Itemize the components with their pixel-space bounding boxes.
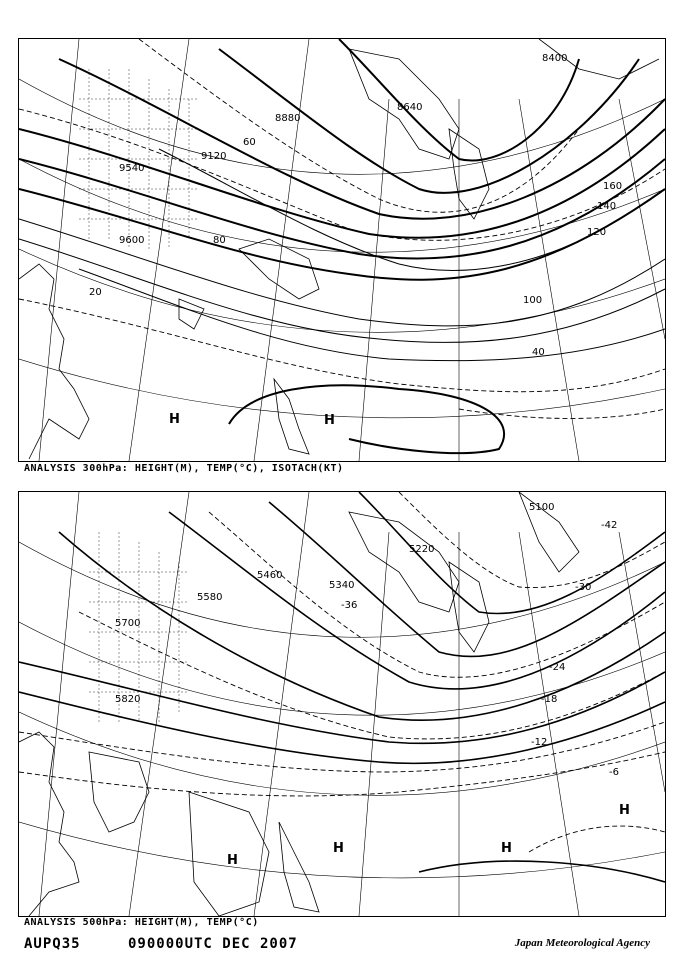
height-label: 9120 xyxy=(201,151,227,162)
height-label: 5340 xyxy=(329,580,355,591)
isotach-label: 140 xyxy=(597,201,617,212)
height-contours xyxy=(19,492,665,882)
isotachs xyxy=(19,149,665,361)
high-pressure-center: H xyxy=(619,803,630,818)
height-label: 5220 xyxy=(409,544,435,555)
height-label: 5820 xyxy=(115,694,141,705)
caption-300hpa: ANALYSIS 300hPa: HEIGHT(M), TEMP(°C), ISOTACH(KT) xyxy=(24,463,344,474)
height-label: 8640 xyxy=(397,102,423,113)
agency-credit: Japan Meteorological Agency xyxy=(514,937,650,949)
chart-500hpa xyxy=(18,491,666,917)
temp-label: -12 xyxy=(531,737,548,748)
temperature-contours xyxy=(19,39,665,418)
isotach-label: 20 xyxy=(89,287,102,298)
caption-500hpa: ANALYSIS 500hPa: HEIGHT(M), TEMP(°C) xyxy=(24,917,259,928)
temp-label: -24 xyxy=(549,662,566,673)
temp-label: -18 xyxy=(541,694,558,705)
temp-label: -36 xyxy=(341,600,358,611)
temp-label: -42 xyxy=(601,520,618,531)
height-label: 8880 xyxy=(275,113,301,124)
height-label: 5700 xyxy=(115,618,141,629)
high-pressure-center: H xyxy=(169,412,180,427)
temp-label: -6 xyxy=(609,767,619,778)
product-code: AUPQ35 xyxy=(24,936,81,952)
high-pressure-center: H xyxy=(501,841,512,856)
temperature-contours xyxy=(19,492,665,852)
height-label: 9600 xyxy=(119,235,145,246)
isotach-label: 160 xyxy=(603,181,623,192)
valid-time: 090000UTC DEC 2007 xyxy=(128,936,298,952)
isotach-label: 100 xyxy=(523,295,543,306)
isotach-label: 40 xyxy=(532,347,545,358)
temp-label: -30 xyxy=(575,582,592,593)
high-pressure-center: H xyxy=(324,413,335,428)
map-500hpa xyxy=(19,492,665,916)
bottom-labels xyxy=(115,502,630,868)
height-label: 5460 xyxy=(257,570,283,581)
height-label: 5100 xyxy=(529,502,555,513)
height-label: 8400 xyxy=(542,53,568,64)
isotach-label: 60 xyxy=(243,137,256,148)
isotach-label: 120 xyxy=(587,227,607,238)
map-300hpa xyxy=(19,39,665,461)
isotach-label: 80 xyxy=(213,235,226,246)
height-label: 5580 xyxy=(197,592,223,603)
high-pressure-center: H xyxy=(333,841,344,856)
chart-300hpa xyxy=(18,38,666,462)
high-pressure-center: H xyxy=(227,853,238,868)
height-label: 9540 xyxy=(119,163,145,174)
